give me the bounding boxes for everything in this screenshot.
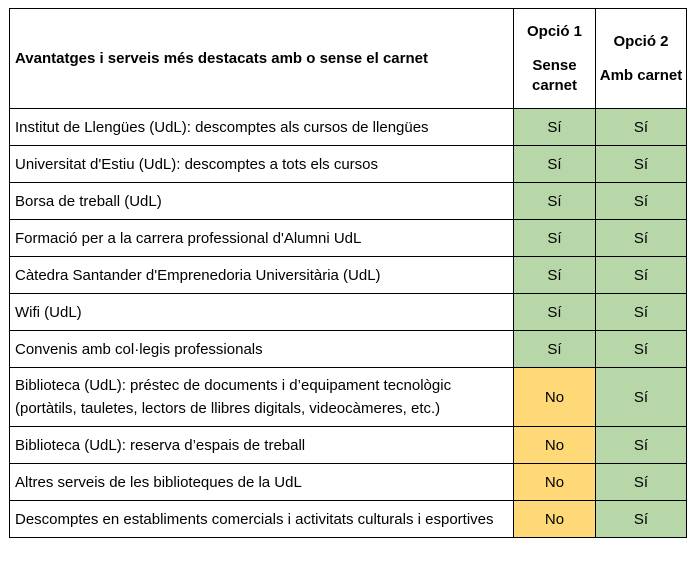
service-label: Formació per a la carrera professional d'Alumni UdL [10, 220, 514, 257]
table-title: Avantatges i serveis més destacats amb o sense el carnet [10, 9, 514, 109]
opcio2-value: Sí [596, 294, 687, 331]
option1-header [514, 9, 596, 109]
opcio1-value: Sí [514, 183, 596, 220]
service-label: Universitat d'Estiu (UdL): descomptes a tots els cursos [10, 146, 514, 183]
table-row [10, 501, 687, 538]
opcio1-value: No [514, 427, 596, 464]
service-label: Descomptes en establiments comercials i activitats culturals i esportives [10, 501, 514, 538]
service-label: Borsa de treball (UdL) [10, 183, 514, 220]
table-row [10, 368, 687, 427]
opcio1-value: No [514, 501, 596, 538]
table-row [10, 109, 687, 146]
option2-title: Opció 2 [613, 32, 669, 50]
service-label: Biblioteca (UdL): reserva d’espais de treball [10, 427, 514, 464]
opcio1-value: Sí [514, 146, 596, 183]
table-row [10, 146, 687, 183]
table-row [10, 257, 687, 294]
opcio1-value: Sí [514, 109, 596, 146]
option1-subtitle: Sense carnet [531, 56, 578, 94]
opcio1-value: Sí [514, 257, 596, 294]
option2-subtitle: Amb carnet [599, 66, 683, 84]
opcio1-value: No [514, 368, 596, 427]
opcio2-value: Sí [596, 220, 687, 257]
opcio1-value: No [514, 464, 596, 501]
opcio2-value: Sí [596, 331, 687, 368]
opcio2-value: Sí [596, 368, 687, 427]
service-label: Biblioteca (UdL): préstec de documents i d’equipament tecnològic (portàtils, tauletes, lectors de llibres digitals, videocàmeres, etc.) [10, 368, 514, 427]
service-label: Altres serveis de les biblioteques de la UdL [10, 464, 514, 501]
opcio2-value: Sí [596, 427, 687, 464]
header-row [10, 9, 687, 109]
service-label: Wifi (UdL) [10, 294, 514, 331]
table-row [10, 331, 687, 368]
service-label: Institut de Llengües (UdL): descomptes als cursos de llengües [10, 109, 514, 146]
opcio2-value: Sí [596, 109, 687, 146]
opcio1-value: Sí [514, 331, 596, 368]
opcio1-value: Sí [514, 294, 596, 331]
table-row [10, 294, 687, 331]
option2-header [596, 9, 687, 109]
table-row [10, 183, 687, 220]
table-body [10, 109, 687, 538]
option1-title: Opció 1 [526, 22, 582, 40]
table-row [10, 427, 687, 464]
opcio2-value: Sí [596, 146, 687, 183]
service-label: Convenis amb col·legis professionals [10, 331, 514, 368]
opcio2-value: Sí [596, 501, 687, 538]
table-row [10, 220, 687, 257]
benefits-table [9, 8, 687, 538]
opcio2-value: Sí [596, 464, 687, 501]
opcio2-value: Sí [596, 183, 687, 220]
opcio2-value: Sí [596, 257, 687, 294]
service-label: Càtedra Santander d'Emprenedoria Universitària (UdL) [10, 257, 514, 294]
table-row [10, 464, 687, 501]
opcio1-value: Sí [514, 220, 596, 257]
